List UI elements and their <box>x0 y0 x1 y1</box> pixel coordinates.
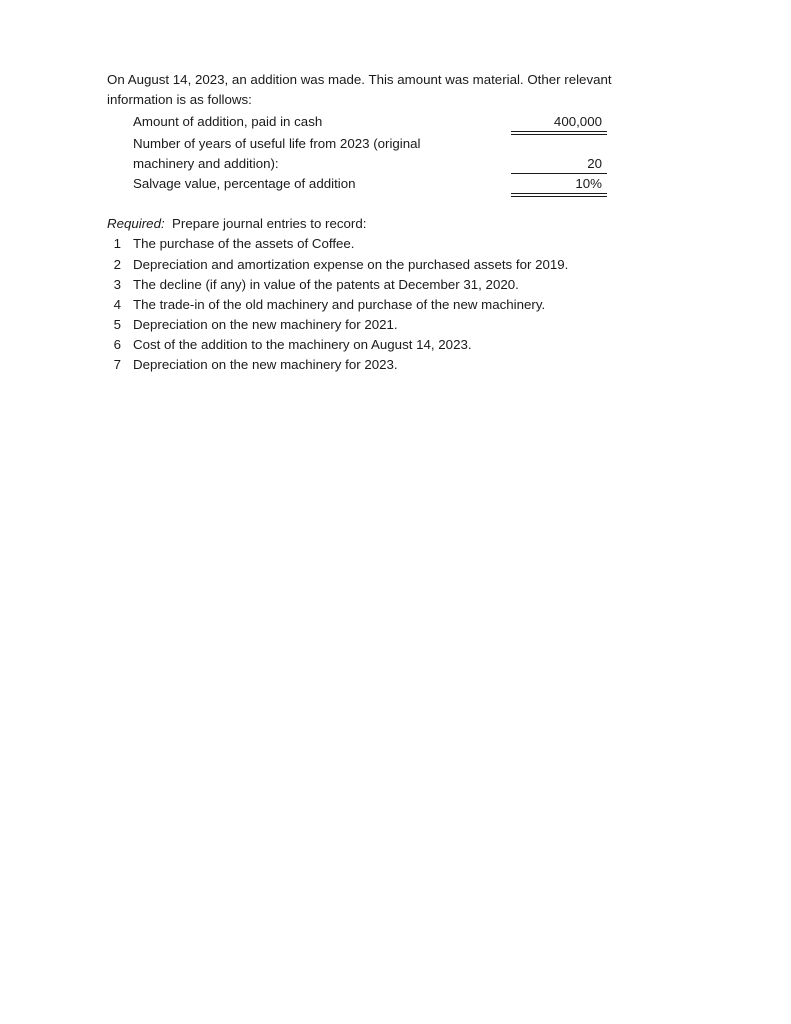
list-item: The decline (if any) in value of the patents at December 31, 2020. <box>133 277 519 292</box>
row-value-amount: 400,000 <box>553 114 602 129</box>
list-item: The purchase of the assets of Coffee. <box>133 236 355 251</box>
intro-line-1: On August 14, 2023, an addition was made. This amount was material. Other relevant <box>107 72 612 87</box>
row-label-salvage: Salvage value, percentage of addition <box>133 176 356 191</box>
item-number: 4 <box>113 297 121 312</box>
item-number: 1 <box>113 236 121 251</box>
list-item: Cost of the addition to the machinery on August 14, 2023. <box>133 337 472 352</box>
row-value-salvage: 10% <box>575 176 602 191</box>
item-number: 3 <box>113 277 121 292</box>
item-number: 6 <box>113 337 121 352</box>
item-number: 2 <box>113 257 121 272</box>
list-item: The trade-in of the old machinery and purchase of the new machinery. <box>133 297 546 312</box>
item-number: 5 <box>113 317 121 332</box>
list-item: Depreciation on the new machinery for 2023. <box>133 357 398 372</box>
double-underline <box>511 193 607 197</box>
list-item: Depreciation and amortization expense on the purchased assets for 2019. <box>133 257 569 272</box>
list-item: Depreciation on the new machinery for 2021. <box>133 317 398 332</box>
required-heading <box>107 214 366 234</box>
double-underline <box>511 131 607 135</box>
intro-line-2: information is as follows: <box>107 92 252 107</box>
row-value-useful-life: 20 <box>587 156 602 171</box>
item-number: 7 <box>113 357 121 372</box>
row-label-useful-life-1: Number of years of useful life from 2023 (original <box>133 136 421 151</box>
row-label-amount: Amount of addition, paid in cash <box>133 114 323 129</box>
required-label: Required: <box>107 216 165 231</box>
row-label-useful-life-2: machinery and addition): <box>133 156 279 171</box>
required-text: Prepare journal entries to record: <box>172 216 367 231</box>
